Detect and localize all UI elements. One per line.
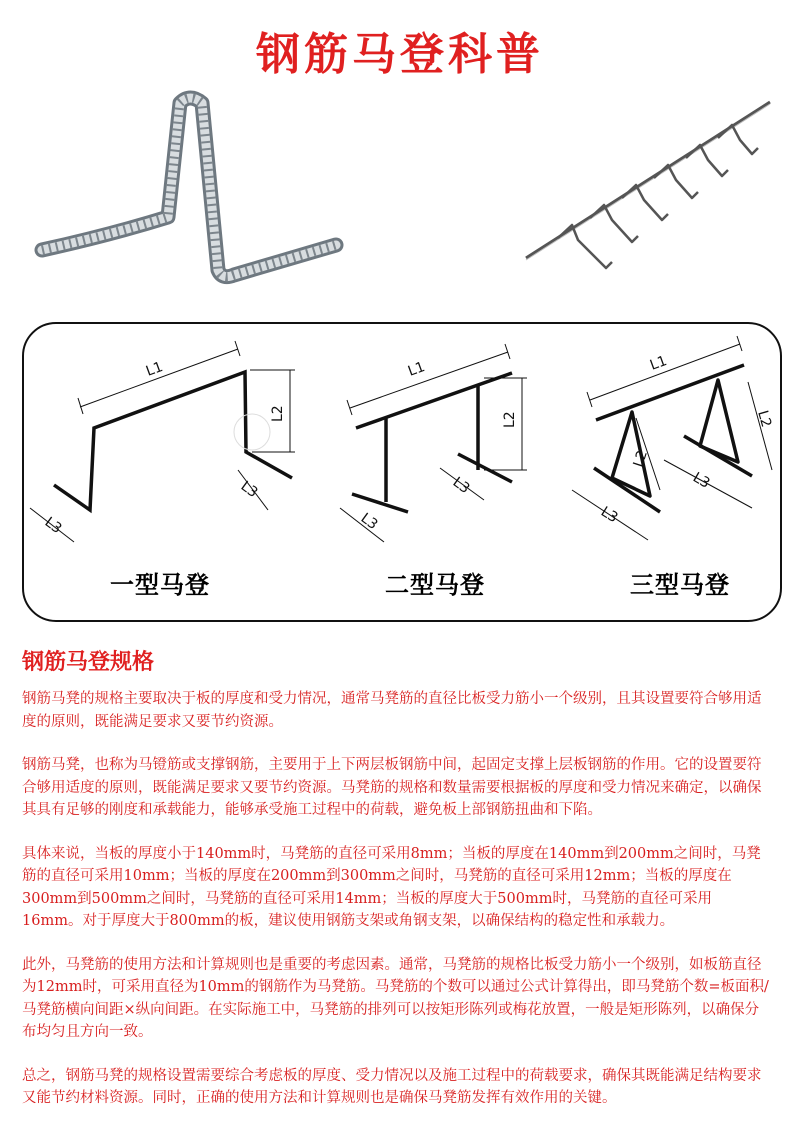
paragraph: 此外，马凳筋的使用方法和计算规则也是重要的考虑因素。通常，马凳筋的规格比板受力筋小一个级别，如板筋直径为12mm时，可采用直径为10mm的钢筋作为马凳筋。马凳筋的个数可以通过公式计算得出，即马凳筋个数=板面积/马凳筋横向间距×纵向间距。在实际施工中，马凳筋的排列可以按矩形陈列或梅花放置，一般是矩形陈列，以确保分布均匀且方向一致。 [22, 956, 769, 1040]
paragraph: 具体来说，当板的厚度小于140mm时，马凳筋的直径可采用8mm；当板的厚度在140mm到200mm之间时，马凳筋的直径可采用10mm；当板的厚度在200mm到300mm之间时，马凳筋的直径可采用12mm；当板的厚度在300mm到500mm之间时，马凳筋的直径可采用14mm；当板的厚度大于500mm时，马凳筋的直径可采用16mm。对于厚度大于800mm的板，建议使用钢筋支架或角钢支架，以确保结构的稳定性和承载力。 [22, 845, 761, 929]
type-two-l3-right-label: L3 [449, 474, 473, 498]
type-one-l3-left-label: L3 [41, 514, 65, 538]
type-two-l3-left-label: L3 [357, 510, 381, 534]
type-two-l1-label: L1 [405, 359, 428, 380]
type-two-label: 二型马登 [385, 571, 485, 599]
type-one-l1-label: L1 [143, 359, 166, 380]
type-three-label: 三型马登 [630, 571, 730, 599]
type-three-l2-middle-label: L2 [630, 448, 651, 470]
type-one-l3-right-label: L3 [237, 478, 261, 502]
paragraph: 钢筋马凳的规格主要取决于板的厚度和受力情况，通常马凳筋的直径比板受力筋小一个级别，且其设置要符合够用适度的原则，既能满足要求又要节约资源。 [22, 691, 762, 730]
paragraph: 总之，钢筋马凳的规格设置需要综合考虑板的厚度、受力情况以及施工过程中的荷载要求，确保其既能满足结构要求又能节约材料资源。同时，正确的使用方法和计算规则也是确保马凳筋发挥有效作用的关键。 [22, 1067, 762, 1106]
type-one-label: 一型马登 [110, 571, 210, 599]
section-title: 钢筋马登规格 [22, 650, 155, 675]
page-title: 钢筋马登科普 [256, 29, 544, 80]
type-one-l2-label: L2 [270, 405, 286, 422]
type-three-l3-right-label: L3 [690, 469, 713, 492]
paragraph: 钢筋马凳，也称为马镫筋或支撑钢筋，主要用于上下两层板钢筋中间，起固定支撑上层板钢筋的作用。它的设置要符合够用适度的原则，既能满足要求又要节约资源。马凳筋的规格和数量需要根据板的厚度和受力情况来确定，以确保其具有足够的刚度和承载能力，能够承受施工过程中的荷载，避免板上部钢筋扭曲和下陷。 [22, 757, 762, 818]
type-three-l1-label: L1 [647, 353, 670, 374]
type-two-l2-label: L2 [502, 411, 518, 428]
type-three-l3-left-label: L3 [597, 503, 621, 527]
article-body [22, 688, 772, 1131]
type-three-l2-right-label: L2 [754, 408, 775, 430]
